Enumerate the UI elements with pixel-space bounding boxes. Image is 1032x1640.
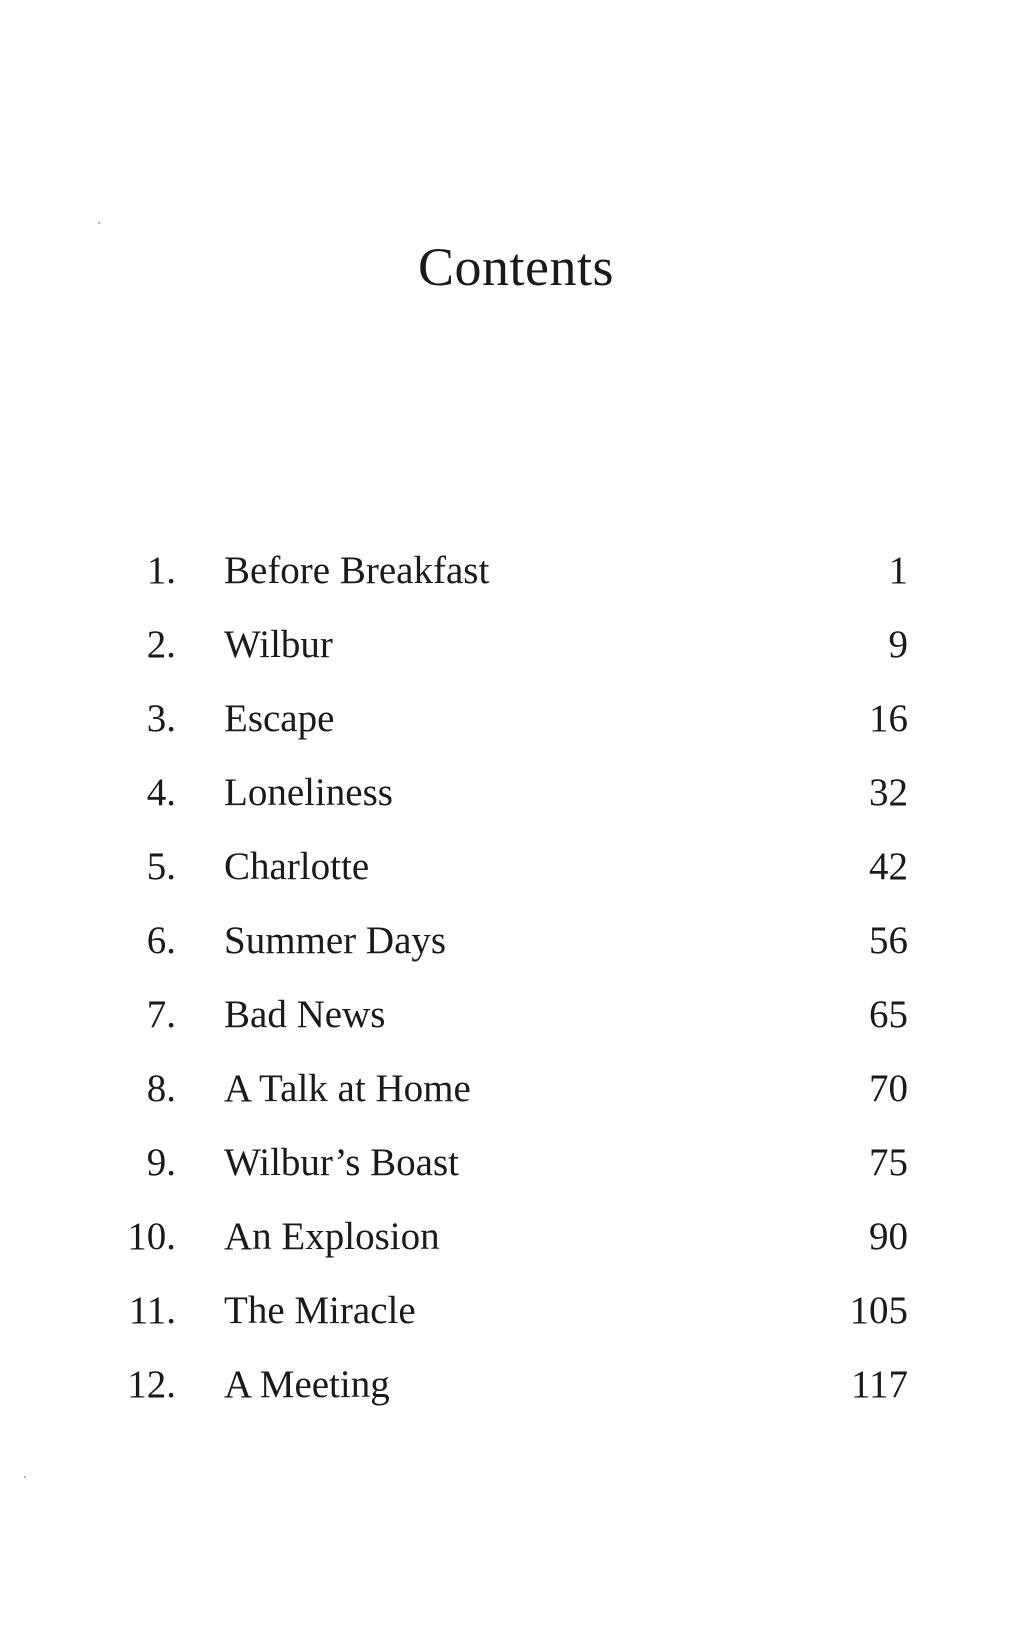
page-number: 70 (869, 1067, 908, 1110)
chapter-title: Wilbur (224, 623, 333, 666)
chapter-number: 6. (146, 919, 176, 962)
chapter-title: An Explosion (224, 1215, 440, 1258)
chapter-title: A Talk at Home (224, 1067, 471, 1110)
page-number: 117 (850, 1363, 908, 1406)
chapter-number: 10. (127, 1215, 176, 1258)
chapter-number: 9. (146, 1141, 176, 1184)
toc-entry (0, 910, 1032, 984)
toc-entry (0, 540, 1032, 614)
toc-entry (0, 1206, 1032, 1280)
toc-entry (0, 984, 1032, 1058)
chapter-number: 7. (146, 993, 176, 1036)
chapter-title: The Miracle (224, 1289, 416, 1332)
chapter-title: Loneliness (224, 771, 393, 814)
chapter-title: Bad News (224, 993, 386, 1036)
toc-entry (0, 1058, 1032, 1132)
toc-entry (0, 836, 1032, 910)
page-number: 105 (849, 1289, 908, 1332)
chapter-title: Charlotte (224, 845, 370, 888)
chapter-title: Wilbur’s Boast (224, 1141, 459, 1184)
chapter-number: 8. (146, 1067, 176, 1110)
chapter-number: 12. (127, 1363, 176, 1406)
page-number: 90 (869, 1215, 908, 1258)
page-title: Contents (417, 237, 614, 297)
chapter-number: 11. (128, 1289, 176, 1332)
chapter-title: Summer Days (224, 919, 447, 962)
chapter-number: 4. (146, 771, 176, 814)
table-of-contents (0, 540, 1032, 1428)
toc-entry (0, 1132, 1032, 1206)
paper-speck (24, 1476, 26, 1478)
chapter-number: 2. (146, 623, 176, 666)
page-number: 16 (869, 697, 908, 740)
chapter-title: Escape (224, 697, 335, 740)
toc-entry (0, 688, 1032, 762)
page-number: 42 (869, 845, 908, 888)
toc-entry (0, 1354, 1032, 1428)
page-number: 75 (869, 1141, 908, 1184)
chapter-number: 5. (146, 845, 176, 888)
chapter-number: 3. (146, 697, 176, 740)
page-number: 1 (888, 549, 908, 592)
toc-entry (0, 1280, 1032, 1354)
toc-entry (0, 614, 1032, 688)
paper-speck (98, 222, 100, 224)
page-number: 56 (869, 919, 908, 962)
chapter-number: 1. (146, 549, 176, 592)
toc-entry (0, 762, 1032, 836)
chapter-title: Before Breakfast (224, 549, 490, 592)
page-number: 9 (888, 623, 908, 666)
page-number: 65 (869, 993, 908, 1036)
chapter-title: A Meeting (224, 1363, 390, 1406)
page-number: 32 (869, 771, 908, 814)
